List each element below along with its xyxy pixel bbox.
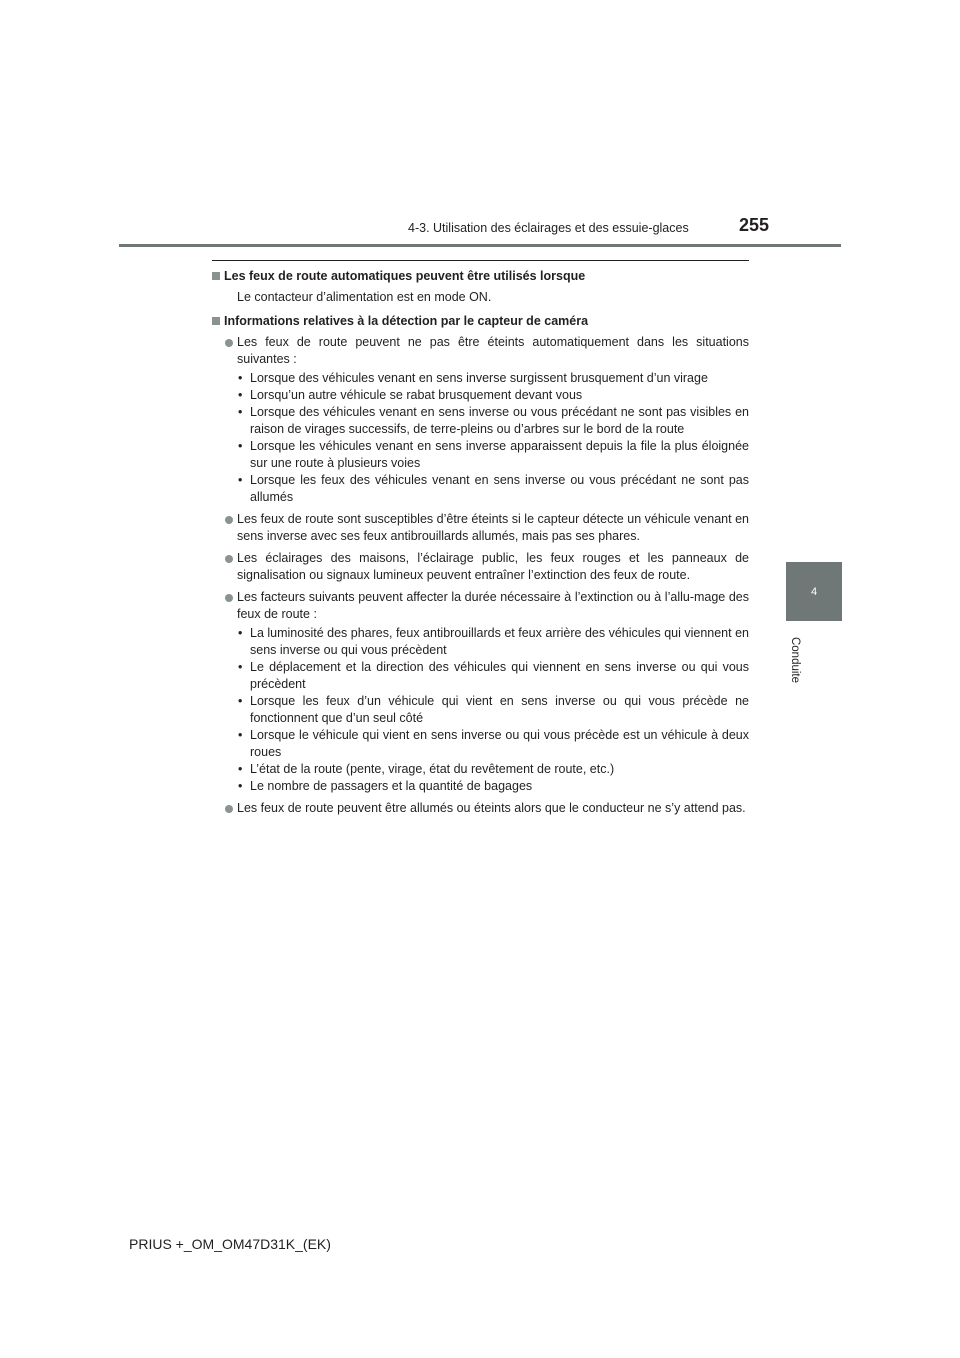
bullet-text: Les feux de route peuvent être allumés ou éteints alors que le conducteur ne s’y attend pas.: [237, 801, 746, 815]
main-content: [212, 268, 749, 822]
circle-bullet-icon: [225, 555, 233, 563]
section-paragraph: Le contacteur d’alimentation est en mode ON.: [237, 290, 492, 304]
sub-list-item: • Lorsque des véhicules venant en sens inverse surgissent brusquement d’un virage: [212, 370, 749, 387]
sub-list: [212, 625, 749, 795]
circle-bullet-icon: [225, 339, 233, 347]
square-bullet-icon: [212, 272, 220, 280]
section-heading: [212, 313, 749, 330]
page-number: 255: [739, 215, 770, 235]
sub-list-item: • La luminosité des phares, feux antibrouillards et feux arrière des véhicules qui viennent en sens inverse ou qui vous précèdent: [212, 625, 749, 659]
bullet-text: Les feux de route peuvent ne pas être éteints automatiquement dans les situations suivantes :: [237, 335, 749, 366]
running-header-section-title: 4-3. Utilisation des éclairages et des essuie-glaces: [408, 221, 689, 235]
bullet-text: Les facteurs suivants peuvent affecter la durée nécessaire à l’extinction ou à l’allu-mage des feux de route :: [237, 590, 749, 621]
section-heading: [212, 268, 749, 285]
bullet-point: [212, 511, 749, 545]
chapter-tab-number: 4: [810, 585, 818, 598]
sub-list-item: • Lorsque des véhicules venant en sens inverse ou vous précédant ne sont pas visibles en raison de virages successifs, de terre-pleins ou d’arbres sur le bord de la route: [212, 404, 749, 438]
circle-bullet-icon: [225, 594, 233, 602]
footer-model-code: PRIUS +_OM_OM47D31K_(EK): [129, 1236, 331, 1252]
sub-list-item: • Le déplacement et la direction des véhicules qui viennent en sens inverse ou qui vous précèdent: [212, 659, 749, 693]
bullet-text: Les feux de route sont susceptibles d’être éteints si le capteur détecte un véhicule venant en sens inverse avec ses feux antibrouillards allumés, mais pas ses phares.: [237, 512, 749, 543]
sub-list-item: • Lorsque les feux d’un véhicule qui vient en sens inverse ou qui vous précède ne fonctionnent que d’un seul côté: [212, 693, 749, 727]
chapter-tab[interactable]: [786, 562, 842, 621]
circle-bullet-icon: [225, 805, 233, 813]
content-top-rule: [212, 260, 749, 261]
sub-list-item: • Lorsque les véhicules venant en sens inverse apparaissent depuis la file la plus éloignée sur une route à plusieurs voies: [212, 438, 749, 472]
sub-list-item: • Lorsqu’un autre véhicule se rabat brusquement devant vous: [212, 387, 749, 404]
sub-list-item: • Lorsque le véhicule qui vient en sens inverse ou qui vous précède est un véhicule à deux roues: [212, 727, 749, 761]
section-heading-text: Les feux de route automatiques peuvent être utilisés lorsque: [224, 269, 586, 283]
bullet-point: [212, 589, 749, 795]
bullet-point: [212, 550, 749, 584]
chapter-label: [783, 630, 807, 690]
circle-bullet-icon: [225, 516, 233, 524]
sub-list-item: • Lorsque les feux des véhicules venant en sens inverse ou vous précédant ne sont pas allumés: [212, 472, 749, 506]
chapter-label-text: Conduite: [789, 636, 802, 684]
bullet-point: [212, 800, 749, 817]
sub-list-item: • L’état de la route (pente, virage, état du revêtement de route, etc.): [212, 761, 749, 778]
sub-list-item: • Le nombre de passagers et la quantité de bagages: [212, 778, 749, 795]
bullet-text: Les éclairages des maisons, l’éclairage public, les feux rouges et les panneaux de signalisation ou signaux lumineux peuvent entraîner l’extinction des feux de route.: [237, 551, 749, 582]
section-heading-text: Informations relatives à la détection par le capteur de caméra: [224, 314, 589, 328]
bullet-point: [212, 334, 749, 506]
square-bullet-icon: [212, 317, 220, 325]
header-rule: [119, 244, 841, 247]
sub-list: [212, 370, 749, 506]
